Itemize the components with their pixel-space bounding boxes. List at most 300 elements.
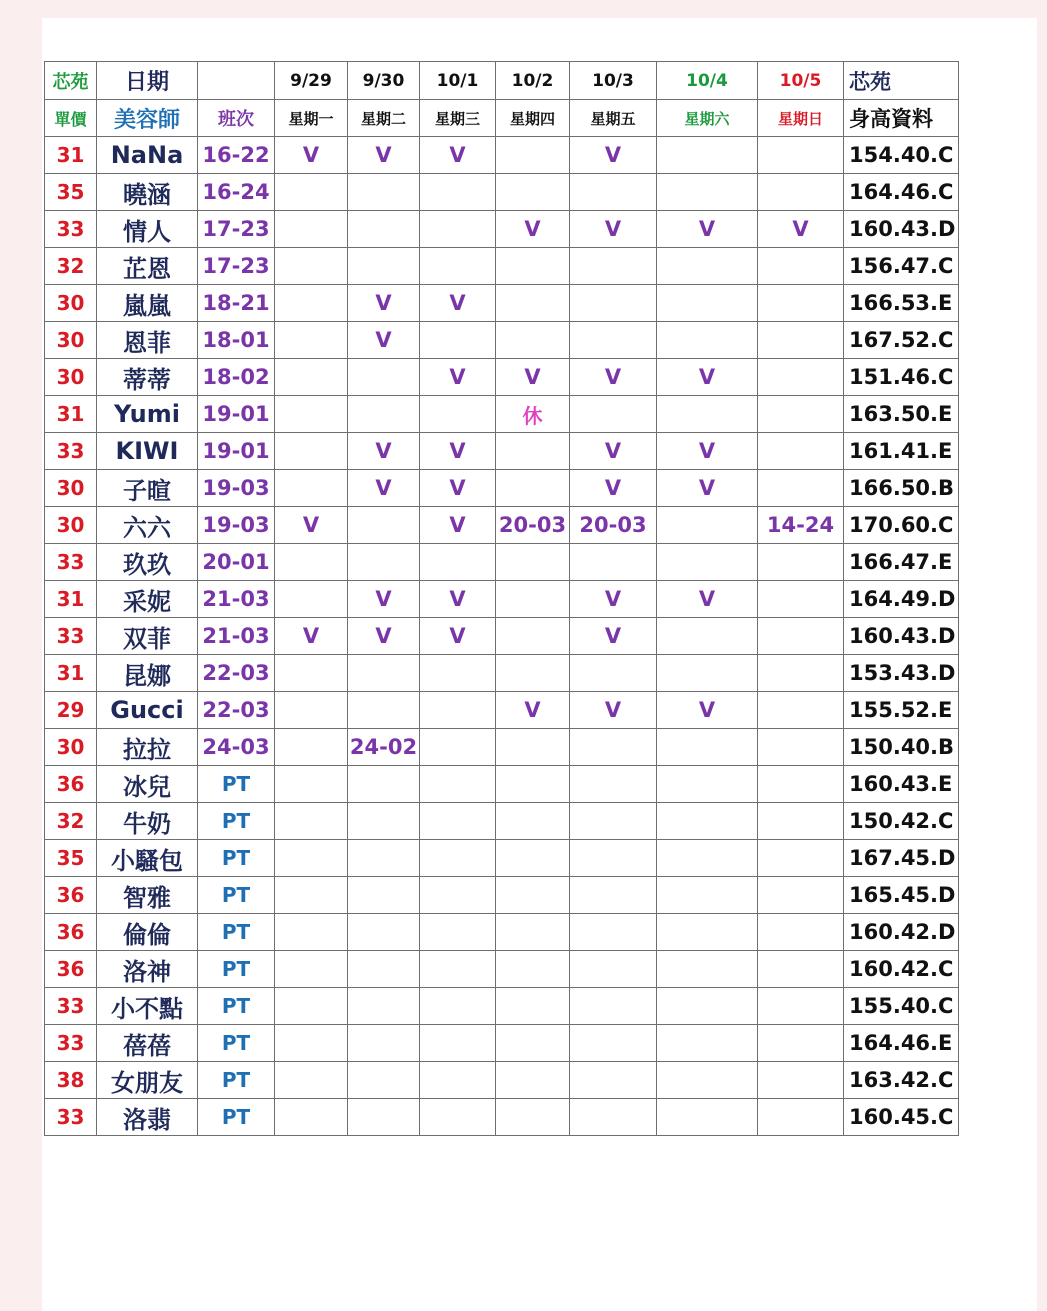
schedule-day-cell	[657, 988, 758, 1025]
schedule-day-cell: V	[420, 285, 496, 322]
beautician-name-cell: 恩菲	[97, 322, 198, 359]
schedule-day-cell	[570, 544, 657, 581]
height-info-cell: 164.46.E	[844, 1025, 959, 1062]
schedule-day-cell	[657, 729, 758, 766]
schedule-day-cell: V	[496, 692, 570, 729]
schedule-day-cell	[657, 803, 758, 840]
schedule-day-cell	[657, 951, 758, 988]
schedule-day-cell	[275, 174, 348, 211]
schedule-day-cell	[275, 211, 348, 248]
unit-price-cell: 33	[45, 1025, 97, 1062]
unit-price-cell: 31	[45, 137, 97, 174]
date-header: 9/30	[348, 62, 420, 100]
height-info-cell: 165.45.D	[844, 877, 959, 914]
header-row-weekdays	[45, 100, 959, 137]
height-info-cell: 160.42.C	[844, 951, 959, 988]
schedule-day-cell	[275, 988, 348, 1025]
table-row	[45, 359, 959, 396]
schedule-day-cell	[496, 877, 570, 914]
schedule-day-cell	[657, 618, 758, 655]
unit-price-cell: 33	[45, 988, 97, 1025]
table-row	[45, 988, 959, 1025]
schedule-day-cell	[275, 877, 348, 914]
schedule-day-cell	[420, 396, 496, 433]
shift-cell: 21-03	[198, 581, 275, 618]
unit-price-cell: 36	[45, 914, 97, 951]
schedule-day-cell	[275, 655, 348, 692]
schedule-day-cell	[657, 914, 758, 951]
height-info-cell: 166.47.E	[844, 544, 959, 581]
schedule-day-cell	[657, 137, 758, 174]
schedule-day-cell	[758, 1099, 844, 1136]
beautician-name-cell: Gucci	[97, 692, 198, 729]
schedule-day-cell	[758, 137, 844, 174]
schedule-day-cell	[758, 285, 844, 322]
unit-price-cell: 33	[45, 1099, 97, 1136]
shift-cell: PT	[198, 877, 275, 914]
shift-cell: 16-22	[198, 137, 275, 174]
schedule-day-cell	[275, 951, 348, 988]
schedule-day-cell	[420, 248, 496, 285]
table-row	[45, 470, 959, 507]
schedule-day-cell	[275, 470, 348, 507]
schedule-day-cell	[570, 1062, 657, 1099]
shift-cell: PT	[198, 1099, 275, 1136]
table-row	[45, 396, 959, 433]
date-header: 10/2	[496, 62, 570, 100]
unit-price-cell: 36	[45, 951, 97, 988]
weekday-header: 星期五	[570, 100, 657, 137]
schedule-day-cell	[657, 174, 758, 211]
schedule-day-cell	[420, 840, 496, 877]
height-info-cell: 150.40.B	[844, 729, 959, 766]
schedule-day-cell	[758, 914, 844, 951]
unit-price-cell: 36	[45, 766, 97, 803]
schedule-day-cell	[348, 1099, 420, 1136]
table-row	[45, 766, 959, 803]
schedule-day-cell	[275, 914, 348, 951]
schedule-day-cell	[275, 1025, 348, 1062]
schedule-day-cell	[570, 174, 657, 211]
schedule-day-cell	[275, 803, 348, 840]
beautician-name-cell: 蒂蒂	[97, 359, 198, 396]
shift-cell: 22-03	[198, 655, 275, 692]
schedule-day-cell: V	[275, 507, 348, 544]
height-info-cell: 166.53.E	[844, 285, 959, 322]
beautician-name-cell: 洛神	[97, 951, 198, 988]
height-info-cell: 160.43.E	[844, 766, 959, 803]
schedule-day-cell: V	[348, 470, 420, 507]
schedule-day-cell	[496, 729, 570, 766]
weekday-header: 星期二	[348, 100, 420, 137]
height-info-cell: 156.47.C	[844, 248, 959, 285]
beautician-name-cell: 智雅	[97, 877, 198, 914]
schedule-day-cell	[657, 507, 758, 544]
brand-label: 芯苑	[45, 62, 97, 100]
beautician-name-cell: 拉拉	[97, 729, 198, 766]
schedule-day-cell	[275, 359, 348, 396]
schedule-day-cell: V	[348, 581, 420, 618]
shift-cell: 18-01	[198, 322, 275, 359]
weekday-header: 星期一	[275, 100, 348, 137]
schedule-day-cell	[496, 433, 570, 470]
shift-cell: 20-01	[198, 544, 275, 581]
schedule-day-cell	[348, 840, 420, 877]
schedule-day-cell	[348, 544, 420, 581]
schedule-day-cell	[496, 618, 570, 655]
beautician-name-cell: 小不點	[97, 988, 198, 1025]
schedule-day-cell	[657, 1099, 758, 1136]
beautician-name-cell: 洛翡	[97, 1099, 198, 1136]
beautician-name-cell: 嵐嵐	[97, 285, 198, 322]
schedule-day-cell	[570, 322, 657, 359]
schedule-day-cell	[758, 581, 844, 618]
unit-price-cell: 33	[45, 544, 97, 581]
schedule-day-cell	[275, 248, 348, 285]
schedule-day-cell	[657, 1062, 758, 1099]
shift-cell: PT	[198, 1062, 275, 1099]
weekday-header-saturday: 星期六	[657, 100, 758, 137]
beautician-name-cell: 子暄	[97, 470, 198, 507]
schedule-day-cell	[657, 655, 758, 692]
schedule-day-cell	[570, 1099, 657, 1136]
table-row	[45, 581, 959, 618]
shift-label: 班次	[198, 100, 275, 137]
table-row	[45, 729, 959, 766]
schedule-day-cell	[420, 692, 496, 729]
schedule-day-cell	[570, 914, 657, 951]
beautician-name-cell: 玖玖	[97, 544, 198, 581]
height-info-cell: 163.50.E	[844, 396, 959, 433]
height-info-cell: 170.60.C	[844, 507, 959, 544]
beautician-name-cell: NaNa	[97, 137, 198, 174]
schedule-day-cell	[348, 803, 420, 840]
schedule-day-cell	[570, 248, 657, 285]
unit-price-cell: 30	[45, 359, 97, 396]
schedule-day-cell: V	[570, 359, 657, 396]
empty-header-cell	[198, 62, 275, 100]
schedule-day-cell	[570, 766, 657, 803]
schedule-day-cell	[570, 877, 657, 914]
unit-price-cell: 36	[45, 877, 97, 914]
schedule-day-cell: V	[570, 137, 657, 174]
schedule-day-cell: V	[420, 470, 496, 507]
beautician-name-cell: 昆娜	[97, 655, 198, 692]
height-info-cell: 167.45.D	[844, 840, 959, 877]
schedule-day-cell: V	[420, 507, 496, 544]
date-header-saturday: 10/4	[657, 62, 758, 100]
schedule-day-cell	[758, 1062, 844, 1099]
height-info-cell: 167.52.C	[844, 322, 959, 359]
schedule-day-cell: V	[275, 137, 348, 174]
schedule-day-cell	[758, 803, 844, 840]
beautician-name-cell: 冰兒	[97, 766, 198, 803]
schedule-day-cell: V	[657, 433, 758, 470]
schedule-day-cell	[758, 655, 844, 692]
unit-price-label: 單價	[45, 100, 97, 137]
schedule-day-cell: 20-03	[496, 507, 570, 544]
schedule-day-cell	[758, 396, 844, 433]
shift-cell: 24-03	[198, 729, 275, 766]
beautician-name-cell: 牛奶	[97, 803, 198, 840]
height-info-cell: 150.42.C	[844, 803, 959, 840]
schedule-day-cell	[420, 211, 496, 248]
schedule-day-cell: V	[348, 137, 420, 174]
beautician-name-cell: 芷恩	[97, 248, 198, 285]
beautician-name-cell: 倫倫	[97, 914, 198, 951]
schedule-day-cell	[420, 914, 496, 951]
schedule-day-cell: V	[348, 433, 420, 470]
shift-cell: 19-03	[198, 507, 275, 544]
unit-price-cell: 32	[45, 803, 97, 840]
schedule-day-cell	[348, 396, 420, 433]
unit-price-cell: 33	[45, 211, 97, 248]
shift-cell: 19-03	[198, 470, 275, 507]
table-row	[45, 285, 959, 322]
table-row	[45, 248, 959, 285]
schedule-day-cell	[420, 544, 496, 581]
unit-price-cell: 38	[45, 1062, 97, 1099]
height-info-cell: 163.42.C	[844, 1062, 959, 1099]
schedule-day-cell: V	[570, 470, 657, 507]
shift-cell: 18-21	[198, 285, 275, 322]
schedule-day-cell	[657, 285, 758, 322]
brand-label-right: 芯苑	[844, 62, 959, 100]
schedule-day-cell: V	[570, 211, 657, 248]
schedule-day-cell	[420, 766, 496, 803]
schedule-day-cell	[496, 655, 570, 692]
unit-price-cell: 30	[45, 507, 97, 544]
schedule-day-cell	[657, 1025, 758, 1062]
beautician-name-cell: 采妮	[97, 581, 198, 618]
schedule-day-cell: V	[758, 211, 844, 248]
shift-cell: 18-02	[198, 359, 275, 396]
schedule-day-cell	[348, 1025, 420, 1062]
schedule-day-cell	[570, 285, 657, 322]
schedule-table	[44, 61, 959, 1136]
schedule-day-cell	[758, 544, 844, 581]
schedule-day-cell: 休	[496, 396, 570, 433]
height-info-label: 身高資料	[844, 100, 959, 137]
schedule-day-cell	[348, 248, 420, 285]
shift-cell: PT	[198, 803, 275, 840]
beautician-name-cell: 女朋友	[97, 1062, 198, 1099]
schedule-day-cell	[657, 766, 758, 803]
table-row	[45, 322, 959, 359]
schedule-day-cell	[420, 803, 496, 840]
beautician-name-cell: 曉涵	[97, 174, 198, 211]
schedule-day-cell	[348, 766, 420, 803]
unit-price-cell: 30	[45, 322, 97, 359]
unit-price-cell: 31	[45, 581, 97, 618]
schedule-day-cell	[496, 766, 570, 803]
schedule-day-cell	[758, 766, 844, 803]
table-row	[45, 1099, 959, 1136]
schedule-day-cell	[348, 655, 420, 692]
schedule-day-cell	[275, 840, 348, 877]
unit-price-cell: 29	[45, 692, 97, 729]
table-row	[45, 1025, 959, 1062]
schedule-day-cell	[758, 248, 844, 285]
schedule-day-cell	[348, 507, 420, 544]
table-row	[45, 840, 959, 877]
schedule-day-cell: V	[570, 618, 657, 655]
schedule-day-cell: V	[420, 618, 496, 655]
height-info-cell: 164.46.C	[844, 174, 959, 211]
date-header: 10/3	[570, 62, 657, 100]
schedule-day-cell: V	[570, 692, 657, 729]
schedule-day-cell	[496, 137, 570, 174]
schedule-day-cell	[420, 655, 496, 692]
shift-cell: PT	[198, 1025, 275, 1062]
schedule-day-cell	[420, 988, 496, 1025]
shift-cell: 17-23	[198, 248, 275, 285]
schedule-day-cell: V	[657, 359, 758, 396]
date-label: 日期	[97, 62, 198, 100]
height-info-cell: 160.43.D	[844, 211, 959, 248]
schedule-day-cell	[496, 248, 570, 285]
shift-cell: 16-24	[198, 174, 275, 211]
schedule-day-cell	[348, 692, 420, 729]
unit-price-cell: 30	[45, 285, 97, 322]
schedule-day-cell	[496, 951, 570, 988]
schedule-day-cell	[420, 729, 496, 766]
table-row	[45, 914, 959, 951]
weekday-header-sunday: 星期日	[758, 100, 844, 137]
schedule-day-cell	[570, 803, 657, 840]
schedule-day-cell	[420, 174, 496, 211]
schedule-day-cell: V	[420, 581, 496, 618]
schedule-day-cell: V	[570, 581, 657, 618]
schedule-day-cell	[275, 1062, 348, 1099]
height-info-cell: 164.49.D	[844, 581, 959, 618]
height-info-cell: 160.42.D	[844, 914, 959, 951]
schedule-day-cell	[420, 322, 496, 359]
table-row	[45, 692, 959, 729]
schedule-day-cell	[496, 544, 570, 581]
shift-cell: 17-23	[198, 211, 275, 248]
schedule-day-cell	[657, 877, 758, 914]
schedule-day-cell	[275, 729, 348, 766]
schedule-day-cell: 24-02	[348, 729, 420, 766]
schedule-day-cell	[657, 248, 758, 285]
schedule-day-cell: V	[420, 137, 496, 174]
height-info-cell: 161.41.E	[844, 433, 959, 470]
beautician-name-cell: 六六	[97, 507, 198, 544]
unit-price-cell: 30	[45, 729, 97, 766]
schedule-day-cell	[496, 174, 570, 211]
schedule-day-cell: V	[657, 211, 758, 248]
schedule-day-cell: V	[496, 359, 570, 396]
schedule-day-cell	[570, 655, 657, 692]
schedule-day-cell	[496, 1099, 570, 1136]
table-row	[45, 433, 959, 470]
schedule-day-cell: V	[657, 692, 758, 729]
height-info-cell: 160.45.C	[844, 1099, 959, 1136]
shift-cell: PT	[198, 766, 275, 803]
schedule-day-cell: V	[420, 359, 496, 396]
schedule-day-cell	[275, 322, 348, 359]
schedule-day-cell	[758, 729, 844, 766]
schedule-day-cell	[496, 1025, 570, 1062]
weekday-header: 星期四	[496, 100, 570, 137]
schedule-day-cell	[758, 951, 844, 988]
shift-cell: PT	[198, 951, 275, 988]
schedule-day-cell: V	[657, 581, 758, 618]
height-info-cell: 153.43.D	[844, 655, 959, 692]
table-row	[45, 137, 959, 174]
schedule-day-cell	[657, 322, 758, 359]
schedule-day-cell	[657, 544, 758, 581]
schedule-day-cell	[758, 618, 844, 655]
schedule-day-cell	[496, 988, 570, 1025]
shift-cell: 19-01	[198, 396, 275, 433]
schedule-day-cell	[420, 877, 496, 914]
schedule-day-cell	[275, 692, 348, 729]
schedule-day-cell	[348, 1062, 420, 1099]
height-info-cell: 166.50.B	[844, 470, 959, 507]
date-header-sunday: 10/5	[758, 62, 844, 100]
table-row	[45, 803, 959, 840]
schedule-day-cell	[348, 914, 420, 951]
table-row	[45, 174, 959, 211]
schedule-day-cell	[275, 544, 348, 581]
unit-price-cell: 31	[45, 396, 97, 433]
schedule-day-cell: 20-03	[570, 507, 657, 544]
beautician-name-cell: 情人	[97, 211, 198, 248]
schedule-day-cell	[275, 766, 348, 803]
table-row	[45, 544, 959, 581]
shift-cell: 19-01	[198, 433, 275, 470]
schedule-day-cell: 14-24	[758, 507, 844, 544]
height-info-cell: 155.40.C	[844, 988, 959, 1025]
schedule-day-cell	[496, 914, 570, 951]
schedule-day-cell	[758, 322, 844, 359]
beautician-name-cell: 双菲	[97, 618, 198, 655]
schedule-day-cell	[758, 988, 844, 1025]
schedule-day-cell	[657, 396, 758, 433]
schedule-day-cell	[348, 359, 420, 396]
schedule-day-cell	[496, 470, 570, 507]
schedule-day-cell	[496, 840, 570, 877]
table-row	[45, 618, 959, 655]
beautician-name-cell: Yumi	[97, 396, 198, 433]
height-info-cell: 154.40.C	[844, 137, 959, 174]
schedule-day-cell: V	[657, 470, 758, 507]
shift-cell: PT	[198, 840, 275, 877]
beautician-name-cell: 小騷包	[97, 840, 198, 877]
schedule-day-cell	[275, 581, 348, 618]
schedule-day-cell	[758, 692, 844, 729]
schedule-day-cell: V	[496, 211, 570, 248]
schedule-day-cell: V	[348, 322, 420, 359]
schedule-day-cell	[496, 803, 570, 840]
schedule-day-cell	[570, 951, 657, 988]
schedule-day-cell	[758, 359, 844, 396]
height-info-cell: 155.52.E	[844, 692, 959, 729]
shift-cell: PT	[198, 914, 275, 951]
unit-price-cell: 35	[45, 174, 97, 211]
weekday-header: 星期三	[420, 100, 496, 137]
schedule-day-cell	[570, 729, 657, 766]
schedule-day-cell	[275, 396, 348, 433]
table-row	[45, 507, 959, 544]
unit-price-cell: 35	[45, 840, 97, 877]
table-row	[45, 211, 959, 248]
schedule-day-cell	[758, 174, 844, 211]
schedule-day-cell: V	[570, 433, 657, 470]
schedule-day-cell: V	[348, 618, 420, 655]
